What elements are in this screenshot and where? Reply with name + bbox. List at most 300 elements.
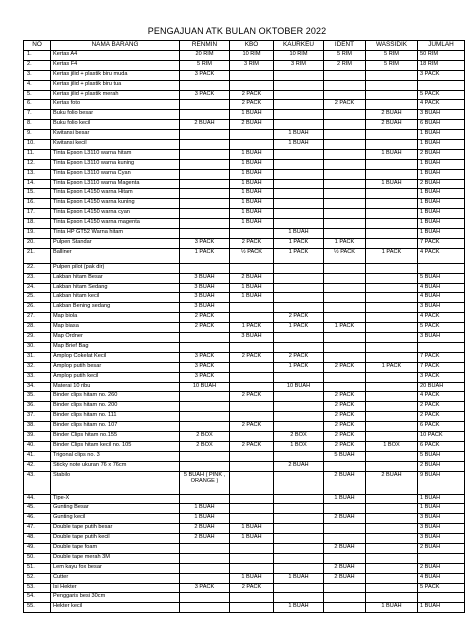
ident-cell: 5 RIM <box>324 51 366 61</box>
no-cell: 16. <box>24 199 51 209</box>
no-cell: 9. <box>24 130 51 140</box>
renmin-cell <box>180 402 230 412</box>
renmin-cell: 2 BUAH <box>180 534 230 544</box>
table-row <box>24 110 465 120</box>
kaurkeu-cell <box>274 583 324 593</box>
wassidik-cell <box>366 342 418 352</box>
renmin-cell: 3 BUAH <box>180 283 230 293</box>
no-cell: 14. <box>24 179 51 189</box>
jumlah-cell: 1 BUAH <box>418 229 465 239</box>
table-row <box>24 219 465 229</box>
kaurkeu-cell <box>274 422 324 432</box>
kbo-cell <box>230 603 274 613</box>
kbo-cell: 1 BUAH <box>230 169 274 179</box>
wassidik-cell <box>366 199 418 209</box>
wassidik-cell <box>366 431 418 441</box>
kbo-cell: 10 RIM <box>230 51 274 61</box>
jumlah-cell: 7 PACK <box>418 238 465 248</box>
kbo-cell: 2 PACK <box>230 352 274 362</box>
kbo-cell <box>230 471 274 494</box>
table-row <box>24 514 465 524</box>
no-cell: 8. <box>24 120 51 130</box>
no-cell: 50. <box>24 553 51 563</box>
ident-cell: 2 PACK <box>324 100 366 110</box>
kaurkeu-cell <box>274 219 324 229</box>
table-row <box>24 80 465 90</box>
kbo-cell: 1 BUAH <box>230 573 274 583</box>
ident-cell <box>324 140 366 150</box>
no-cell: 6. <box>24 100 51 110</box>
renmin-cell <box>180 100 230 110</box>
kbo-cell <box>230 313 274 323</box>
no-cell: 18. <box>24 219 51 229</box>
jumlah-cell: 50 RIM <box>418 51 465 61</box>
wassidik-cell <box>366 263 418 273</box>
wassidik-cell <box>366 412 418 422</box>
kbo-cell <box>230 494 274 504</box>
no-cell: 21. <box>24 248 51 263</box>
jumlah-cell: 5 BUAH <box>418 451 465 461</box>
kbo-cell: 1 BUAH <box>230 293 274 303</box>
no-cell: 32. <box>24 362 51 372</box>
item-name-cell: Tinta Epson L4150 warna kuning <box>51 199 180 209</box>
table-row <box>24 209 465 219</box>
kbo-cell <box>230 263 274 273</box>
ident-cell: 2 PACK <box>324 392 366 402</box>
kaurkeu-cell: 1 BUAH <box>274 603 324 613</box>
kbo-cell: 2 PACK <box>230 583 274 593</box>
kaurkeu-cell <box>274 70 324 80</box>
wassidik-cell <box>366 283 418 293</box>
jumlah-cell: 1 BUAH <box>418 130 465 140</box>
jumlah-cell: 3 BUAH <box>418 534 465 544</box>
table-row <box>24 303 465 313</box>
jumlah-cell: 3 PACK <box>418 70 465 80</box>
table-row <box>24 422 465 432</box>
kbo-cell: 2 BUAH <box>230 273 274 283</box>
renmin-cell <box>180 422 230 432</box>
wassidik-cell <box>366 422 418 432</box>
no-cell: 45. <box>24 504 51 514</box>
ident-cell: 2 PACK <box>324 362 366 372</box>
item-name-cell: Tinta Epson L3110 warna Magenta <box>51 179 180 189</box>
item-name-cell: Kertas A4 <box>51 51 180 61</box>
kbo-cell <box>230 140 274 150</box>
item-name-cell: Buku folio kecil <box>51 120 180 130</box>
ident-cell <box>324 273 366 283</box>
kaurkeu-cell: 2 BOX <box>274 431 324 441</box>
kaurkeu-cell <box>274 333 324 343</box>
kaurkeu-cell <box>274 553 324 563</box>
table-row <box>24 100 465 110</box>
ident-cell: 2 PACK <box>324 402 366 412</box>
item-name-cell: Lakban Bening sedang <box>51 303 180 313</box>
renmin-cell: 3 PACK <box>180 90 230 100</box>
table-row <box>24 603 465 613</box>
table-row <box>24 392 465 402</box>
item-name-cell: Map biasa <box>51 323 180 333</box>
table-row <box>24 179 465 189</box>
item-name-cell: Kwitansi kecil <box>51 140 180 150</box>
item-name-cell: Map Brief Bag <box>51 342 180 352</box>
kaurkeu-cell: 1 BUAH <box>274 229 324 239</box>
ident-cell: 2 PACK <box>324 441 366 451</box>
no-cell: 10. <box>24 140 51 150</box>
kaurkeu-cell <box>274 471 324 494</box>
wassidik-cell <box>366 159 418 169</box>
kbo-cell <box>230 372 274 382</box>
table-row <box>24 494 465 504</box>
table-row <box>24 352 465 362</box>
ident-cell <box>324 263 366 273</box>
table-row <box>24 471 465 494</box>
atk-table <box>23 40 465 613</box>
jumlah-cell: 1 BUAH <box>418 169 465 179</box>
kbo-cell <box>230 543 274 553</box>
jumlah-cell: 4 PACK <box>418 100 465 110</box>
no-cell: 19. <box>24 229 51 239</box>
kaurkeu-cell: 3 RIM <box>274 60 324 70</box>
item-name-cell: Kertas jilid + plastik biru tua <box>51 80 180 90</box>
kaurkeu-cell: 2 PACK <box>274 352 324 362</box>
wassidik-cell <box>366 90 418 100</box>
jumlah-cell: 4 BUAH <box>418 283 465 293</box>
kbo-cell: 1 PACK <box>230 323 274 333</box>
ident-cell: 1 PACK <box>324 238 366 248</box>
table-row <box>24 229 465 239</box>
wassidik-cell <box>366 130 418 140</box>
no-cell: 48. <box>24 534 51 544</box>
jumlah-cell: 6 PACK <box>418 441 465 451</box>
kbo-cell <box>230 362 274 372</box>
ident-cell <box>324 352 366 362</box>
kaurkeu-cell <box>274 372 324 382</box>
no-cell: 15. <box>24 189 51 199</box>
renmin-cell: 2 BOX <box>180 431 230 441</box>
item-name-cell: Pulpen Standar <box>51 238 180 248</box>
renmin-cell: 3 PACK <box>180 238 230 248</box>
kaurkeu-cell <box>274 100 324 110</box>
no-cell: 12. <box>24 159 51 169</box>
kaurkeu-cell <box>274 524 324 534</box>
header-wassidik: WASSIDIK <box>366 41 418 51</box>
ident-cell <box>324 293 366 303</box>
header-row <box>24 41 465 51</box>
no-cell: 55. <box>24 603 51 613</box>
kaurkeu-cell: 1 BUAH <box>274 130 324 140</box>
wassidik-cell <box>366 273 418 283</box>
renmin-cell: 3 PACK <box>180 583 230 593</box>
wassidik-cell <box>366 563 418 573</box>
no-cell: 29. <box>24 333 51 343</box>
wassidik-cell: 1 BUAH <box>366 603 418 613</box>
ident-cell <box>324 524 366 534</box>
wassidik-cell <box>366 189 418 199</box>
wassidik-cell: 2 BUAH <box>366 471 418 494</box>
ident-cell: 1 PACK <box>324 323 366 333</box>
jumlah-cell: 6 PACK <box>418 422 465 432</box>
jumlah-cell: 2 PACK <box>418 412 465 422</box>
kaurkeu-cell: 1 PACK <box>274 248 324 263</box>
table-row <box>24 159 465 169</box>
ident-cell <box>324 80 366 90</box>
table-row <box>24 333 465 343</box>
kbo-cell: 3 BUAH <box>230 333 274 343</box>
renmin-cell <box>180 603 230 613</box>
ident-cell <box>324 593 366 603</box>
kaurkeu-cell <box>274 169 324 179</box>
wassidik-cell: 1 PACK <box>366 362 418 372</box>
table-row <box>24 238 465 248</box>
kbo-cell: 2 PACK <box>230 238 274 248</box>
table-row <box>24 441 465 451</box>
no-cell: 33. <box>24 372 51 382</box>
no-cell: 26. <box>24 303 51 313</box>
table-row <box>24 534 465 544</box>
table-row <box>24 412 465 422</box>
wassidik-cell: 1 BOX <box>366 441 418 451</box>
renmin-cell <box>180 149 230 159</box>
ident-cell <box>324 603 366 613</box>
wassidik-cell <box>366 504 418 514</box>
renmin-cell <box>180 189 230 199</box>
jumlah-cell: 3 BUAH <box>418 110 465 120</box>
item-name-cell: Double tape putih kecil <box>51 534 180 544</box>
kaurkeu-cell <box>274 563 324 573</box>
wassidik-cell: 5 RIM <box>366 51 418 61</box>
jumlah-cell: 4 BUAH <box>418 573 465 583</box>
ident-cell <box>324 149 366 159</box>
renmin-cell <box>180 412 230 422</box>
renmin-cell <box>180 451 230 461</box>
wassidik-cell <box>366 209 418 219</box>
item-name-cell: Map biola <box>51 313 180 323</box>
ident-cell: 2 BUAH <box>324 563 366 573</box>
renmin-cell <box>180 543 230 553</box>
no-cell: 20. <box>24 238 51 248</box>
jumlah-cell: 2 BUAH <box>418 461 465 471</box>
renmin-cell <box>180 229 230 239</box>
item-name-cell: Tinta Epson L3110 warna hitam <box>51 149 180 159</box>
jumlah-cell: 2 BUAH <box>418 543 465 553</box>
item-name-cell: Materai 10 ribu <box>51 382 180 392</box>
no-cell: 52. <box>24 573 51 583</box>
no-cell: 13. <box>24 169 51 179</box>
ident-cell <box>324 130 366 140</box>
wassidik-cell <box>366 313 418 323</box>
ident-cell: 2 RIM <box>324 60 366 70</box>
wassidik-cell <box>366 593 418 603</box>
ident-cell <box>324 199 366 209</box>
wassidik-cell: 2 BUAH <box>366 110 418 120</box>
ident-cell: 1 BUAH <box>324 494 366 504</box>
table-row <box>24 60 465 70</box>
renmin-cell: 1 BUAH <box>180 504 230 514</box>
kaurkeu-cell <box>274 412 324 422</box>
ident-cell <box>324 219 366 229</box>
table-row <box>24 51 465 61</box>
item-name-cell: Binder Clips hitam kecil no. 105 <box>51 441 180 451</box>
jumlah-cell: 7 PACK <box>418 352 465 362</box>
kbo-cell: 1 BUAH <box>230 199 274 209</box>
header-kaurkeu: KAURKEU <box>274 41 324 51</box>
kbo-cell: 2 PACK <box>230 392 274 402</box>
ident-cell <box>324 372 366 382</box>
no-cell: 2. <box>24 60 51 70</box>
item-name-cell: Kwitansi besar <box>51 130 180 140</box>
ident-cell <box>324 553 366 563</box>
no-cell: 5. <box>24 90 51 100</box>
no-cell: 36. <box>24 402 51 412</box>
kaurkeu-cell <box>274 199 324 209</box>
wassidik-cell <box>366 573 418 583</box>
ident-cell <box>324 70 366 80</box>
header-renmin: RENMIN <box>180 41 230 51</box>
wassidik-cell <box>366 494 418 504</box>
jumlah-cell: 1 BUAH <box>418 159 465 169</box>
no-cell: 27. <box>24 313 51 323</box>
header-jumlah: JUMLAH <box>418 41 465 51</box>
wassidik-cell <box>366 70 418 80</box>
renmin-cell <box>180 333 230 343</box>
wassidik-cell <box>366 323 418 333</box>
ident-cell: 2 BUAH <box>324 543 366 553</box>
table-row <box>24 402 465 412</box>
kaurkeu-cell <box>274 504 324 514</box>
table-body <box>24 51 465 613</box>
item-name-cell: Tinta HP GT52 Warna hitam <box>51 229 180 239</box>
kbo-cell <box>230 593 274 603</box>
no-cell: 35. <box>24 392 51 402</box>
no-cell: 17. <box>24 209 51 219</box>
item-name-cell: Kertas jilid + plastik merah <box>51 90 180 100</box>
kbo-cell: 1 BUAH <box>230 534 274 544</box>
renmin-cell: 3 PACK <box>180 352 230 362</box>
jumlah-cell: 4 PACK <box>418 248 465 263</box>
item-name-cell: Isi Hekter <box>51 583 180 593</box>
wassidik-cell <box>366 392 418 402</box>
renmin-cell <box>180 263 230 273</box>
renmin-cell <box>180 179 230 189</box>
no-cell: 39. <box>24 431 51 441</box>
renmin-cell: 3 PACK <box>180 70 230 80</box>
renmin-cell: 3 BUAH <box>180 303 230 313</box>
renmin-cell: 2 BUAH <box>180 524 230 534</box>
table-row <box>24 130 465 140</box>
kaurkeu-cell <box>274 90 324 100</box>
table-row <box>24 524 465 534</box>
kbo-cell <box>230 504 274 514</box>
jumlah-cell: 2 BUAH <box>418 179 465 189</box>
wassidik-cell <box>366 382 418 392</box>
table-row <box>24 149 465 159</box>
jumlah-cell: 1 BUAH <box>418 189 465 199</box>
wassidik-cell <box>366 229 418 239</box>
item-name-cell: Map Ordner <box>51 333 180 343</box>
no-cell: 37. <box>24 412 51 422</box>
renmin-cell <box>180 209 230 219</box>
kaurkeu-cell: 2 BUAH <box>274 461 324 471</box>
kaurkeu-cell <box>274 543 324 553</box>
no-cell: 23. <box>24 273 51 283</box>
item-name-cell: Binder clips hitam no. 111 <box>51 412 180 422</box>
table-row <box>24 461 465 471</box>
kaurkeu-cell: 2 PACK <box>274 313 324 323</box>
item-name-cell: Lem kayu fox besar <box>51 563 180 573</box>
wassidik-cell: 1 PACK <box>366 248 418 263</box>
renmin-cell: 1 PACK <box>180 248 230 263</box>
renmin-cell: 20 RIM <box>180 51 230 61</box>
item-name-cell: Double tape foam <box>51 543 180 553</box>
no-cell: 38. <box>24 422 51 432</box>
kaurkeu-cell <box>274 283 324 293</box>
wassidik-cell <box>366 238 418 248</box>
no-cell: 31. <box>24 352 51 362</box>
no-cell: 1. <box>24 51 51 61</box>
item-name-cell: Trigonal clips no. 3 <box>51 451 180 461</box>
ident-cell: 2 BUAH <box>324 573 366 583</box>
kaurkeu-cell: 1 PACK <box>274 362 324 372</box>
kaurkeu-cell: 10 BUAH <box>274 382 324 392</box>
table-row <box>24 543 465 553</box>
item-name-cell: Lakban hitam Besar <box>51 273 180 283</box>
ident-cell <box>324 189 366 199</box>
renmin-cell <box>180 563 230 573</box>
jumlah-cell: 7 PACK <box>418 362 465 372</box>
kbo-cell <box>230 553 274 563</box>
kaurkeu-cell <box>274 273 324 283</box>
table-row <box>24 563 465 573</box>
item-name-cell: Double tape merah 3M <box>51 553 180 563</box>
kbo-cell: 1 BUAH <box>230 159 274 169</box>
kbo-cell <box>230 229 274 239</box>
kaurkeu-cell <box>274 494 324 504</box>
kaurkeu-cell: 1 BUAH <box>274 573 324 583</box>
renmin-cell <box>180 494 230 504</box>
no-cell: 11. <box>24 149 51 159</box>
jumlah-cell <box>418 263 465 273</box>
header-kbo: KBO <box>230 41 274 51</box>
jumlah-cell: 3 BUAH <box>418 524 465 534</box>
wassidik-cell <box>366 293 418 303</box>
jumlah-cell: 1 BUAH <box>418 209 465 219</box>
renmin-cell <box>180 169 230 179</box>
no-cell: 41. <box>24 451 51 461</box>
no-cell: 44. <box>24 494 51 504</box>
table-row <box>24 283 465 293</box>
table-row <box>24 431 465 441</box>
item-name-cell: Binder clips hitam no. 260 <box>51 392 180 402</box>
kbo-cell <box>230 431 274 441</box>
table-row <box>24 451 465 461</box>
jumlah-cell: 10 PACK <box>418 431 465 441</box>
item-name-cell: Gunting kecil <box>51 514 180 524</box>
kaurkeu-cell: 1 BUAH <box>274 140 324 150</box>
kaurkeu-cell <box>274 293 324 303</box>
kbo-cell: 1 BUAH <box>230 179 274 189</box>
kbo-cell: 1 BUAH <box>230 110 274 120</box>
kbo-cell: 1 BUAH <box>230 524 274 534</box>
kaurkeu-cell <box>274 534 324 544</box>
table-row <box>24 293 465 303</box>
ident-cell <box>324 159 366 169</box>
table-row <box>24 263 465 273</box>
no-cell: 49. <box>24 543 51 553</box>
jumlah-cell: 3 BUAH <box>418 514 465 524</box>
wassidik-cell <box>366 333 418 343</box>
kaurkeu-cell <box>274 303 324 313</box>
table-row <box>24 593 465 603</box>
